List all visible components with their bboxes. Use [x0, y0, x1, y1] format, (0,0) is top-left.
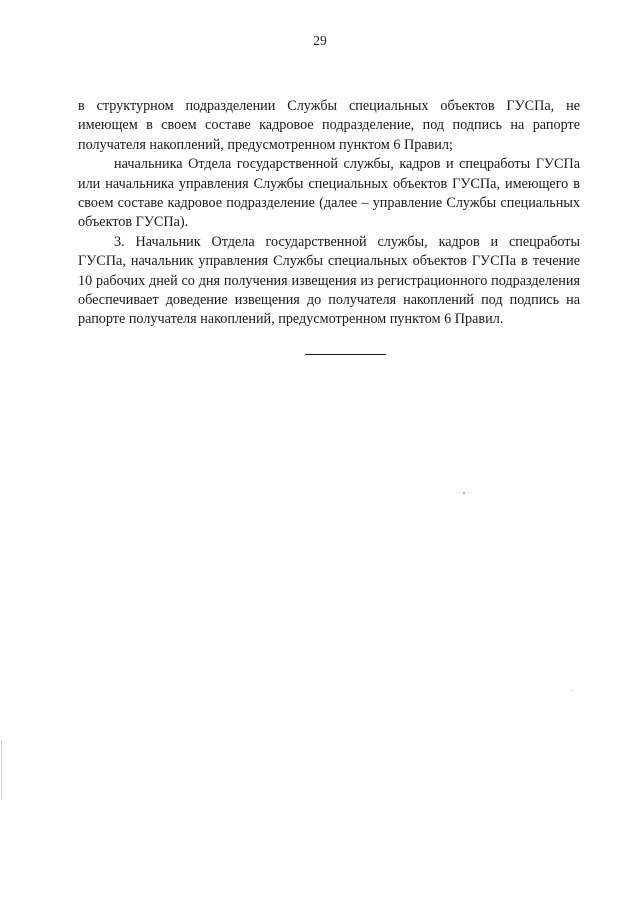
- paragraph-3: 3. Начальник Отдела государственной службы, кадров и спецработы ГУСПа, начальник управления Службы специальных объектов ГУСПа в течение 10 рабочих дней со дня получения извещения из регистрационного подразделения обеспечивает доведение извещения до получателя накоплений под подпись на рапорте получателя накоплений, предусмотренном пунктом 6 Правил.: [78, 233, 580, 328]
- scan-speck: [463, 492, 465, 494]
- scan-speck: [572, 690, 573, 691]
- end-divider-line: [305, 354, 386, 355]
- page-number: 29: [313, 33, 327, 48]
- document-body: [78, 97, 580, 330]
- scan-edge-mark: [1, 740, 2, 800]
- paragraph-2: начальника Отдела государственной службы, кадров и спецработы ГУСПа или начальника управления Службы специальных объектов ГУСПа, имеющего в своем составе кадровое подразделение (далее – управление Службы специальных объектов ГУСПа).: [78, 156, 580, 231]
- paragraph-1: в структурном подразделении Службы специальных объектов ГУСПа, не имеющем в своем составе кадровое подразделение, под подпись на рапорте получателя накоплений, предусмотренном пунктом 6 Правил;: [78, 98, 580, 153]
